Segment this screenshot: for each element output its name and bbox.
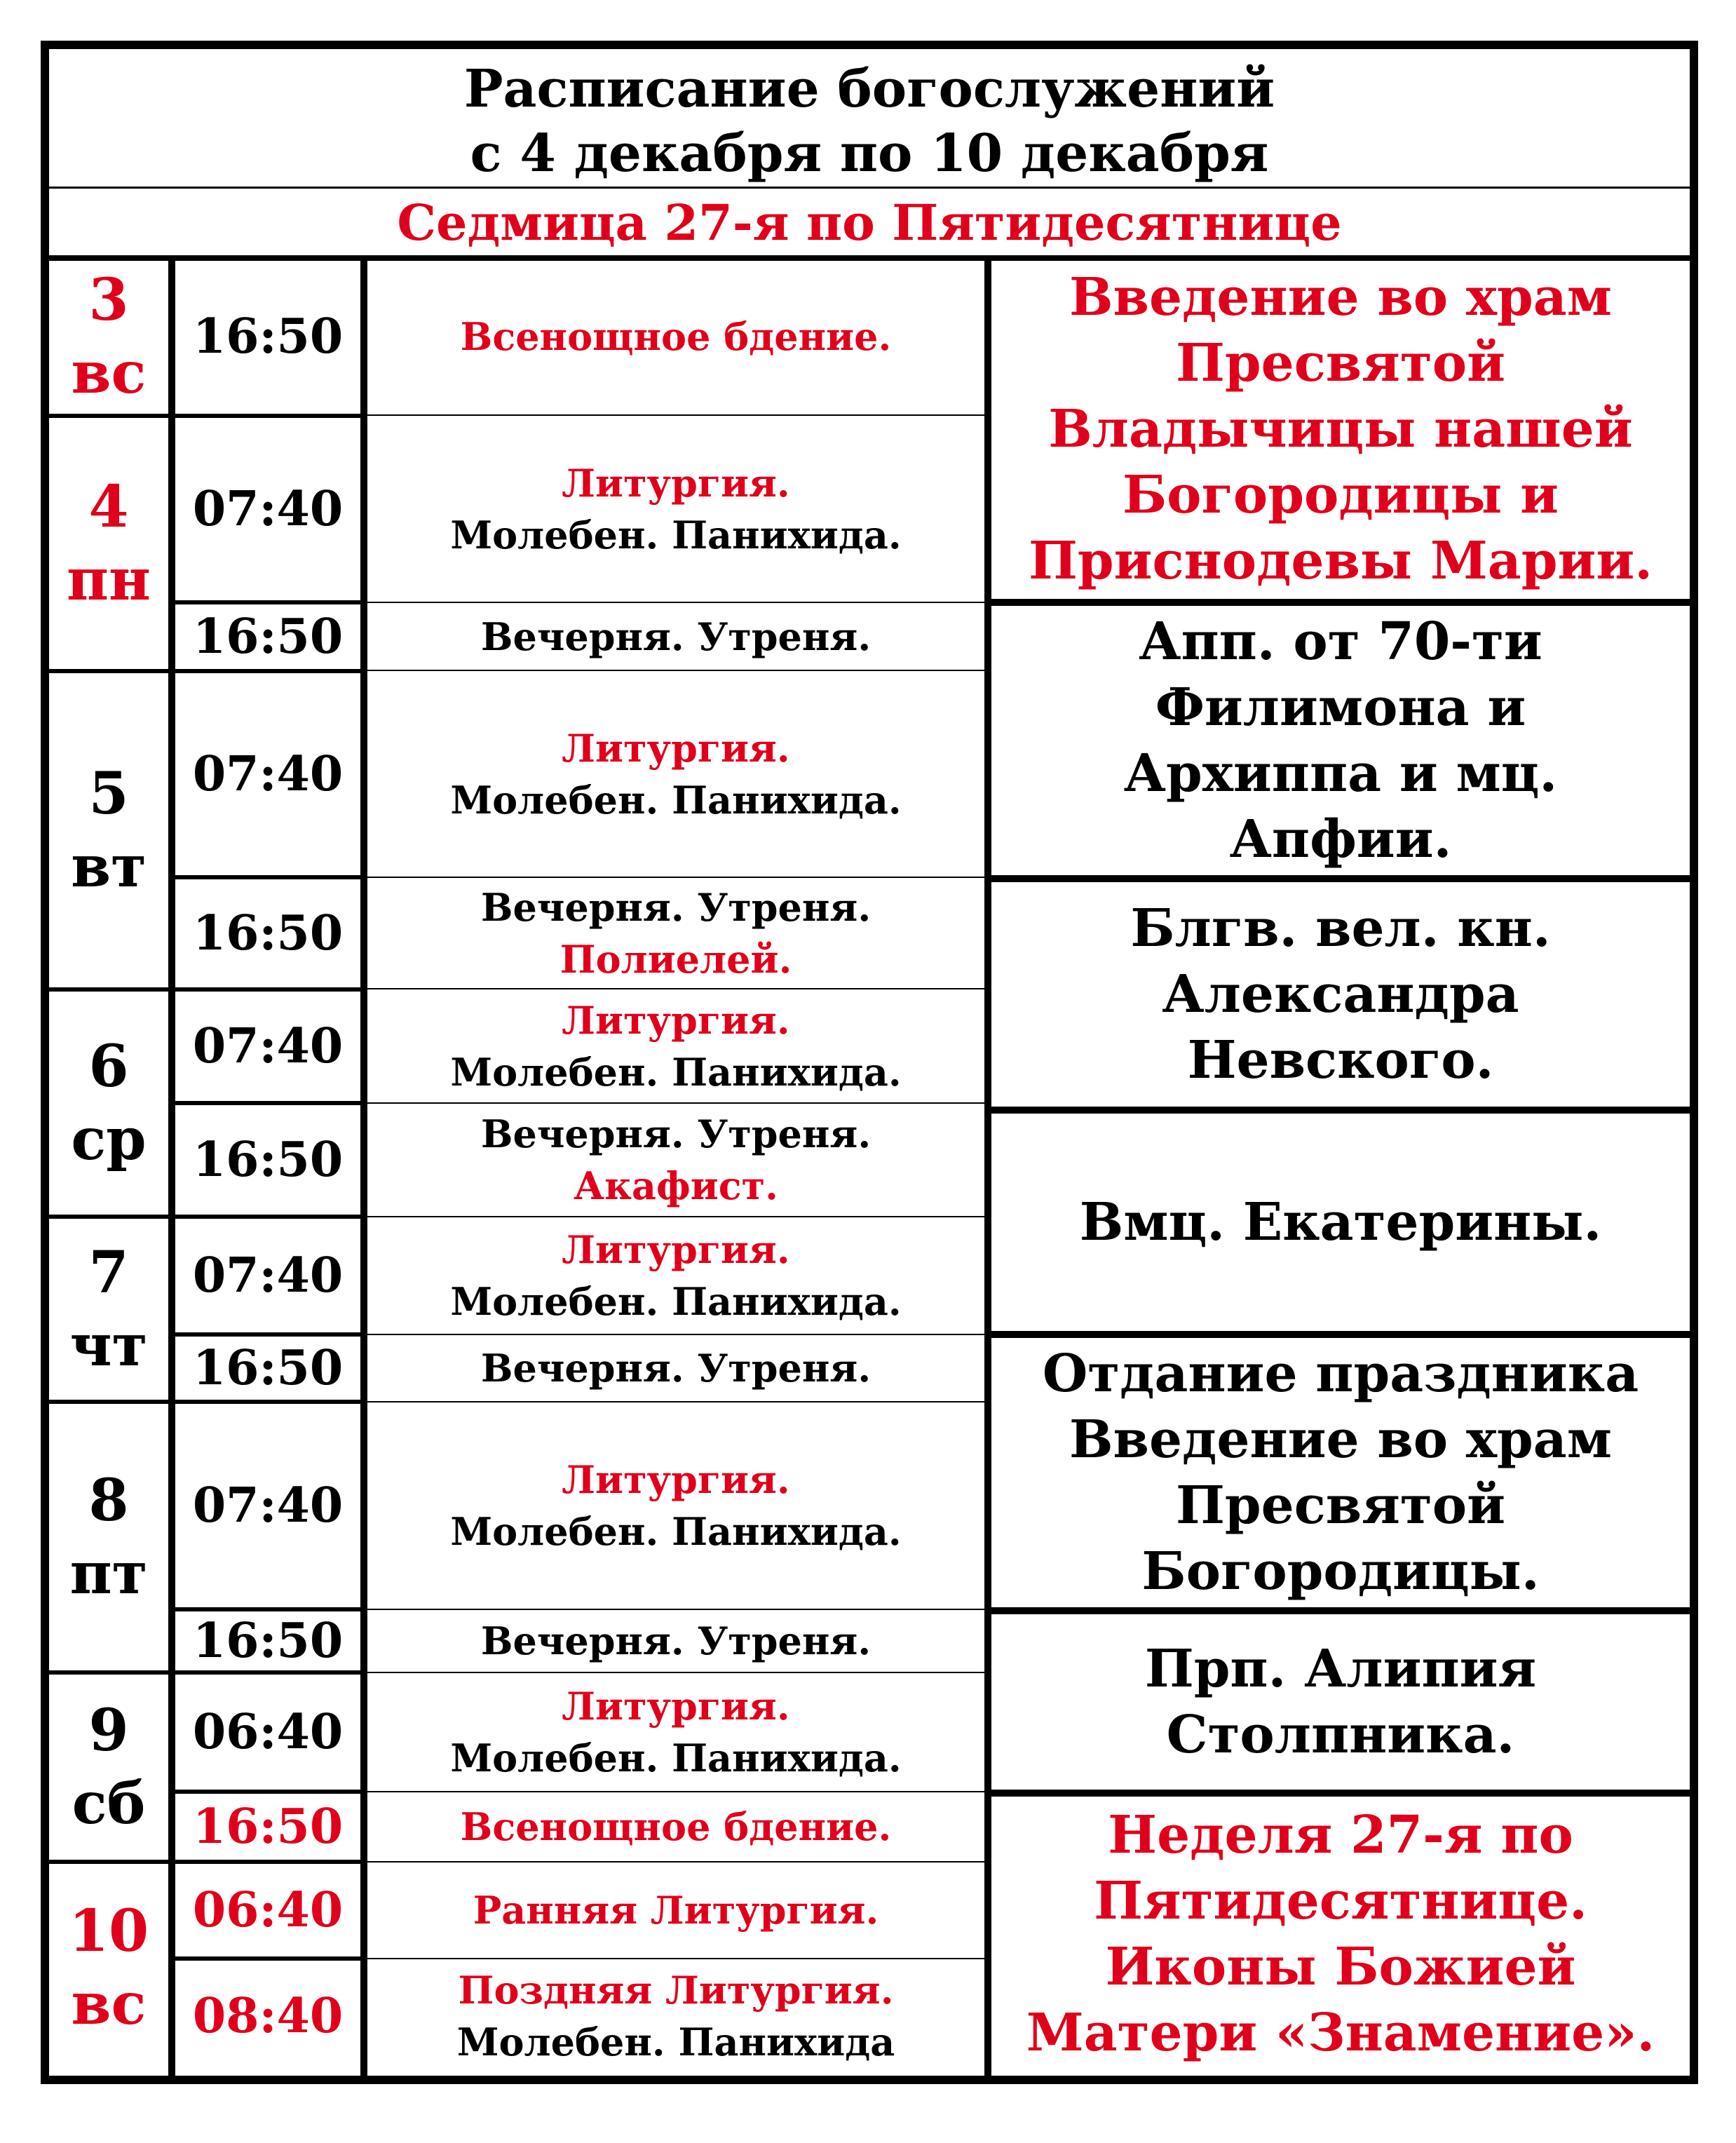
week-title [50, 189, 1688, 255]
service-desc [367, 1219, 984, 1332]
service-time: 07:40 [192, 746, 344, 802]
service-time: 06:40 [192, 1882, 344, 1938]
divider [360, 259, 367, 2076]
table-border [41, 41, 49, 2084]
day-weekday: пн [66, 546, 151, 614]
service-name: Литургия. [562, 461, 790, 506]
day-weekday: пт [69, 1540, 148, 1607]
divider [367, 1791, 984, 1792]
divider [175, 1790, 360, 1794]
feast-cell: Прп. Алипия Столпника. [1144, 1639, 1537, 1765]
service-name: Вечерня. Утреня. [480, 1618, 872, 1663]
divider [175, 1332, 360, 1337]
divider [49, 1670, 175, 1675]
service-name: Вечерня. Утреня. [480, 1346, 872, 1391]
service-extra: Молебен. Панихида. [450, 1050, 902, 1095]
divider [984, 259, 991, 2076]
service-time: 16:50 [192, 1340, 344, 1396]
divider [367, 1861, 984, 1863]
day-number: 3 [88, 266, 129, 334]
divider [367, 1958, 984, 1959]
service-time: 16:50 [192, 1132, 344, 1188]
divider [168, 259, 175, 2076]
service-desc [367, 1961, 984, 2071]
divider [367, 602, 984, 603]
service-name: Литургия. [562, 998, 790, 1043]
divider [367, 1102, 984, 1104]
divider [367, 988, 984, 989]
day-cell [49, 1675, 168, 1860]
feast-cell: Вмц. Екатерины. [1079, 1192, 1602, 1252]
service-time: 07:40 [192, 1018, 344, 1074]
divider [367, 1334, 984, 1335]
service-time: 16:50 [192, 1799, 344, 1855]
service-name: Вечерня. Утреня. [480, 1111, 872, 1156]
divider [175, 1860, 360, 1864]
service-time: 07:40 [192, 1248, 344, 1304]
feast-cell: Апп. от 70-ти Филимона и Архиппа и мц. Апфии. [1123, 611, 1558, 870]
service-desc [367, 1864, 984, 1956]
divider [175, 1670, 360, 1675]
day-number: 4 [88, 473, 129, 541]
service-extra: Молебен. Панихида. [450, 1509, 902, 1554]
title-line-2: с 4 декабря по 10 декабря [470, 123, 1269, 184]
divider [984, 1107, 1690, 1114]
divider [984, 1607, 1690, 1614]
service-time: 16:50 [192, 609, 344, 665]
day-cell [49, 992, 168, 1215]
service-extra: Молебен. Панихида. [450, 1279, 902, 1324]
day-number: 10 [68, 1898, 149, 1965]
day-cell [49, 418, 168, 669]
divider [367, 1216, 984, 1217]
divider [175, 987, 360, 992]
divider [984, 1790, 1690, 1797]
day-weekday: вт [71, 833, 147, 900]
day-number: 8 [88, 1467, 129, 1534]
day-cell [49, 1404, 168, 1670]
service-extra: Полиелей. [560, 937, 792, 982]
divider [49, 987, 175, 992]
divider [175, 414, 360, 418]
service-name: Ранняя Литургия. [473, 1888, 879, 1933]
service-name: Литургия. [562, 726, 790, 771]
divider [175, 1956, 360, 1961]
divider [49, 1860, 175, 1864]
service-desc [367, 1105, 984, 1215]
service-time: 07:40 [192, 1478, 344, 1534]
divider [175, 669, 360, 673]
service-desc [367, 604, 984, 669]
service-desc [367, 1404, 984, 1607]
day-weekday: вс [71, 1970, 147, 2038]
table-border [1690, 41, 1698, 2084]
day-cell [49, 1219, 168, 1400]
day-cell [49, 673, 168, 987]
day-number: 6 [88, 1033, 129, 1100]
divider [49, 414, 175, 418]
service-time: 08:40 [192, 1988, 344, 2044]
service-extra: Молебен. Панихида. [450, 1736, 902, 1780]
service-name: Поздняя Литургия. [458, 1968, 894, 2013]
day-weekday: вс [71, 339, 147, 407]
divider [175, 1400, 360, 1404]
day-number: 9 [88, 1697, 129, 1764]
divider [175, 1101, 360, 1105]
divider [367, 1609, 984, 1610]
service-desc [367, 673, 984, 875]
service-extra: Молебен. Панихида. [450, 513, 902, 557]
divider [175, 600, 360, 604]
service-time: 16:50 [192, 905, 344, 961]
divider [367, 1401, 984, 1402]
service-desc [367, 992, 984, 1101]
day-cell [49, 259, 168, 414]
divider [367, 670, 984, 671]
service-desc [367, 1794, 984, 1860]
feast-cell: Неделя 27-я по Пятидесятнице. Иконы Божией Матери «Знамение». [1026, 1805, 1655, 2063]
divider [175, 1607, 360, 1611]
divider [984, 599, 1690, 606]
service-name: Литургия. [562, 1227, 790, 1272]
schedule-title [50, 56, 1688, 187]
service-desc [367, 1675, 984, 1790]
service-desc [367, 879, 984, 987]
service-name: Всенощное бдение. [460, 1804, 892, 1849]
feast-cell: Блгв. вел. кн. Александра Невского. [1130, 898, 1551, 1090]
divider [49, 187, 1690, 189]
divider [367, 877, 984, 878]
title-line-1: Расписание богослужений [463, 59, 1275, 119]
service-name: Вечерня. Утреня. [480, 885, 872, 930]
service-extra: Акафист. [574, 1163, 778, 1208]
day-number: 5 [88, 760, 129, 827]
service-name: Вечерня. Утреня. [480, 614, 872, 659]
service-time: 16:50 [192, 309, 344, 365]
week-title-text: Седмица 27-я по Пятидесятнице [397, 193, 1342, 252]
divider [49, 1215, 175, 1219]
divider [49, 669, 175, 673]
service-time: 16:50 [192, 1613, 344, 1669]
service-time: 07:40 [192, 481, 344, 537]
service-name: Литургия. [562, 1684, 790, 1729]
divider [367, 1672, 984, 1673]
table-border [41, 2076, 1698, 2084]
service-desc [367, 259, 984, 414]
table-border [41, 41, 1698, 49]
divider [367, 414, 984, 416]
service-extra: Молебен. Панихида [456, 2020, 895, 2064]
feast-cell: Отдание праздника Введение во храм Пресвятой Богородицы. [1042, 1344, 1639, 1602]
day-cell [49, 1864, 168, 2071]
day-weekday: сб [72, 1770, 146, 1837]
service-desc [367, 1337, 984, 1400]
service-name: Всенощное бдение. [460, 314, 892, 359]
divider [49, 255, 1690, 261]
day-weekday: ср [71, 1106, 147, 1173]
divider [984, 875, 1690, 882]
divider [175, 1215, 360, 1219]
divider [984, 1331, 1690, 1338]
day-number: 7 [88, 1239, 129, 1306]
divider [175, 875, 360, 879]
service-desc [367, 1611, 984, 1670]
service-time: 06:40 [192, 1704, 344, 1760]
feast-cell: Введение во храм Пресвятой Владычицы нашей Богородицы и Приснодевы Марии. [1029, 267, 1653, 591]
service-desc [367, 418, 984, 600]
service-name: Литургия. [562, 1457, 790, 1502]
day-weekday: чт [69, 1312, 148, 1379]
service-extra: Молебен. Панихида. [450, 778, 902, 823]
divider [49, 1400, 175, 1404]
